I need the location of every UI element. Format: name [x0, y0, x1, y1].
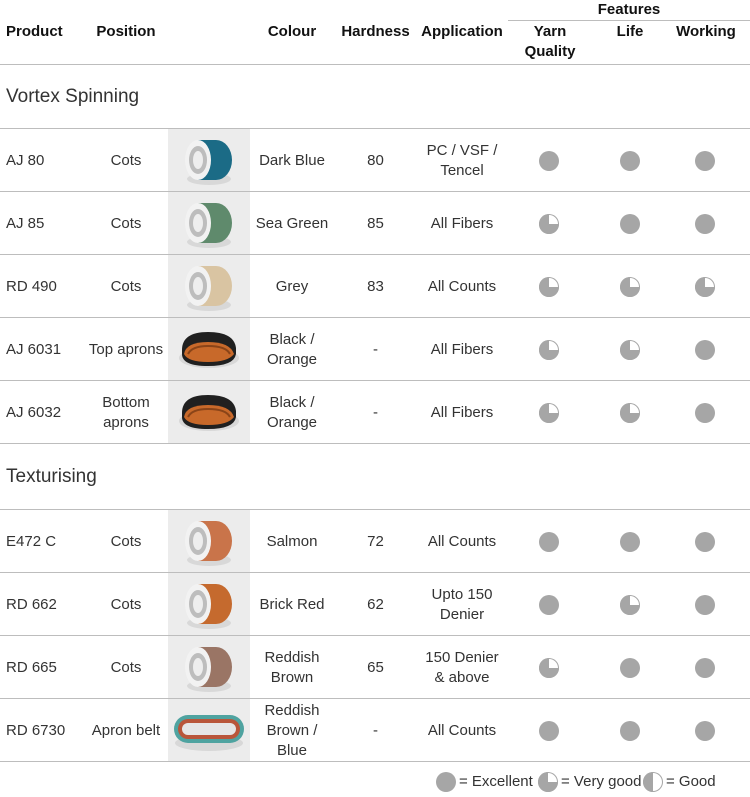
cell-position-text: Bottom aprons	[102, 393, 150, 431]
cell-hardness	[338, 192, 413, 255]
cell-colour-text: Reddish Brown	[264, 648, 320, 686]
cell-hardness	[338, 699, 413, 762]
cell-position-text: Cots	[110, 277, 142, 295]
cell-product-text: AJ 6032	[6, 403, 62, 421]
rating-working-excellent-icon	[695, 151, 715, 171]
cell-position	[84, 699, 168, 762]
black-orange-apron-icon	[168, 381, 250, 443]
cell-hardness	[338, 510, 413, 573]
rating-working-excellent-icon	[695, 721, 715, 741]
legend-good-icon	[643, 772, 663, 792]
grey-cot-icon	[168, 255, 250, 317]
cell-hardness-text: 72	[367, 532, 384, 550]
cell-product-text: AJ 6031	[6, 340, 62, 358]
cell-application-text: All Counts	[427, 532, 497, 550]
header-working: Working	[676, 23, 736, 40]
cell-position-text: Cots	[110, 658, 142, 676]
cell-application-text: All Fibers	[430, 214, 494, 232]
cell-hardness-text: 65	[367, 658, 384, 676]
cell-product-text: RD 6730	[6, 721, 66, 739]
rating-yarn-quality-excellent-icon	[539, 532, 559, 552]
header-application: Application	[421, 23, 503, 40]
reddish-brown-cot-icon	[168, 636, 250, 698]
cell-hardness	[338, 255, 413, 318]
header-colour: Colour	[267, 23, 317, 40]
rating-yarn-quality-excellent-icon	[539, 595, 559, 615]
product-image	[168, 381, 250, 443]
cell-hardness-text: -	[373, 403, 378, 421]
product-image	[168, 129, 250, 191]
rating-working-excellent-icon	[695, 340, 715, 360]
cell-hardness-text: 85	[367, 214, 384, 232]
header-yarn-quality: Yarn Quality	[524, 23, 576, 60]
legend-excellent-icon	[436, 772, 456, 792]
cell-colour-text: Dark Blue	[259, 151, 325, 169]
cell-hardness-text: 83	[367, 277, 384, 295]
cell-hardness	[338, 573, 413, 636]
rating-yarn-quality-excellent-icon	[539, 151, 559, 171]
cell-position-text: Cots	[110, 595, 142, 613]
cell-application-text: All Fibers	[430, 403, 494, 421]
cell-product	[6, 699, 86, 762]
product-image	[168, 636, 250, 698]
cell-colour	[252, 573, 332, 636]
cell-position-text: Cots	[110, 532, 142, 550]
cell-colour-text: Black / Orange	[266, 330, 318, 368]
product-image	[168, 699, 250, 761]
cell-colour	[252, 699, 332, 762]
cell-product-text: RD 665	[6, 658, 57, 676]
legend-good-label: = Good	[666, 773, 716, 790]
cell-hardness-text: -	[373, 340, 378, 358]
rating-yarn-quality-very-good-icon	[539, 214, 559, 234]
cell-position-text: Cots	[110, 151, 142, 169]
cell-position	[84, 129, 168, 192]
rating-life-excellent-icon	[620, 151, 640, 171]
cell-hardness-text: 80	[367, 151, 384, 169]
rating-working-excellent-icon	[695, 403, 715, 423]
legend-very-good-icon	[538, 772, 558, 792]
cell-application	[418, 381, 506, 444]
cell-colour-text: Sea Green	[255, 214, 329, 232]
cell-position	[84, 510, 168, 573]
product-image	[168, 573, 250, 635]
rating-life-excellent-icon	[620, 658, 640, 678]
rating-life-very-good-icon	[620, 340, 640, 360]
rating-life-excellent-icon	[620, 532, 640, 552]
cell-position	[84, 192, 168, 255]
cell-product	[6, 129, 86, 192]
rating-yarn-quality-very-good-icon	[539, 277, 559, 297]
cell-position-text: Apron belt	[91, 721, 161, 739]
header-divider	[0, 64, 750, 65]
cell-product	[6, 255, 86, 318]
features-underline	[508, 20, 750, 21]
rating-yarn-quality-very-good-icon	[539, 340, 559, 360]
row-divider	[0, 761, 750, 762]
cell-product-text: AJ 85	[6, 214, 45, 232]
cell-hardness	[338, 129, 413, 192]
cell-position	[84, 318, 168, 381]
brick-red-cot-icon	[168, 573, 250, 635]
legend-excellent-label: = Excellent	[459, 773, 533, 790]
product-image	[168, 192, 250, 254]
cell-colour-text: Brick Red	[259, 595, 325, 613]
cell-product	[6, 510, 86, 573]
cell-colour-text: Reddish Brown / Blue	[264, 701, 320, 759]
cell-application	[418, 699, 506, 762]
cell-application-text: Upto 150 Denier	[431, 585, 493, 623]
cell-colour	[252, 255, 332, 318]
cell-application	[418, 192, 506, 255]
cell-product	[6, 192, 86, 255]
cell-colour	[252, 318, 332, 381]
header-position: Position	[96, 23, 156, 40]
rating-life-excellent-icon	[620, 721, 640, 741]
cell-position	[84, 573, 168, 636]
cell-colour	[252, 192, 332, 255]
cell-application-text: All Counts	[427, 277, 497, 295]
cell-product	[6, 573, 86, 636]
cell-application-text: 150 Denier & above	[425, 648, 499, 686]
rating-yarn-quality-very-good-icon	[539, 403, 559, 423]
cell-colour-text: Grey	[275, 277, 309, 295]
dark-blue-cot-icon	[168, 129, 250, 191]
cell-hardness	[338, 318, 413, 381]
cell-colour-text: Salmon	[266, 532, 318, 550]
cell-position	[84, 636, 168, 699]
cell-colour	[252, 129, 332, 192]
product-image	[168, 255, 250, 317]
cell-colour	[252, 636, 332, 699]
rating-working-excellent-icon	[695, 658, 715, 678]
cell-application	[418, 636, 506, 699]
cell-hardness	[338, 636, 413, 699]
cell-product	[6, 636, 86, 699]
row-divider	[0, 443, 750, 444]
cell-position	[84, 381, 168, 444]
cell-colour-text: Black / Orange	[266, 393, 318, 431]
header-hardness: Hardness	[341, 23, 410, 40]
salmon-cot-icon	[168, 510, 250, 572]
black-orange-apron-icon	[168, 318, 250, 380]
section-title: Vortex Spinning	[6, 86, 140, 107]
cell-product-text: RD 490	[6, 277, 57, 295]
cell-product	[6, 381, 86, 444]
cell-position-text: Cots	[110, 214, 142, 232]
cell-application	[418, 573, 506, 636]
cell-product-text: RD 662	[6, 595, 57, 613]
product-image	[168, 318, 250, 380]
cell-product	[6, 318, 86, 381]
rating-yarn-quality-very-good-icon	[539, 658, 559, 678]
cell-application-text: All Counts	[427, 721, 497, 739]
rating-yarn-quality-excellent-icon	[539, 721, 559, 741]
cell-product-text: AJ 80	[6, 151, 45, 169]
rating-life-very-good-icon	[620, 403, 640, 423]
rating-working-excellent-icon	[695, 532, 715, 552]
header-life: Life	[616, 23, 644, 40]
rating-working-excellent-icon	[695, 214, 715, 234]
legend-very-good-label: = Very good	[561, 773, 642, 790]
rating-life-excellent-icon	[620, 214, 640, 234]
reddish-brown-blue-belt-icon	[168, 699, 250, 761]
cell-application-text: All Fibers	[430, 340, 494, 358]
cell-application-text: PC / VSF / Tencel	[426, 141, 498, 179]
cell-application	[418, 318, 506, 381]
rating-working-very-good-icon	[695, 277, 715, 297]
sea-green-cot-icon	[168, 192, 250, 254]
cell-application	[418, 129, 506, 192]
cell-hardness-text: 62	[367, 595, 384, 613]
rating-life-very-good-icon	[620, 595, 640, 615]
header-product: Product	[6, 23, 63, 40]
product-image	[168, 510, 250, 572]
rating-life-very-good-icon	[620, 277, 640, 297]
cell-position	[84, 255, 168, 318]
header-features: Features	[597, 1, 661, 18]
cell-position-text: Top aprons	[88, 340, 164, 358]
rating-working-excellent-icon	[695, 595, 715, 615]
cell-product-text: E472 C	[6, 532, 57, 550]
section-title: Texturising	[6, 466, 97, 487]
cell-application	[418, 510, 506, 573]
cell-application	[418, 255, 506, 318]
cell-colour	[252, 510, 332, 573]
cell-hardness	[338, 381, 413, 444]
cell-colour	[252, 381, 332, 444]
cell-hardness-text: -	[373, 721, 378, 739]
